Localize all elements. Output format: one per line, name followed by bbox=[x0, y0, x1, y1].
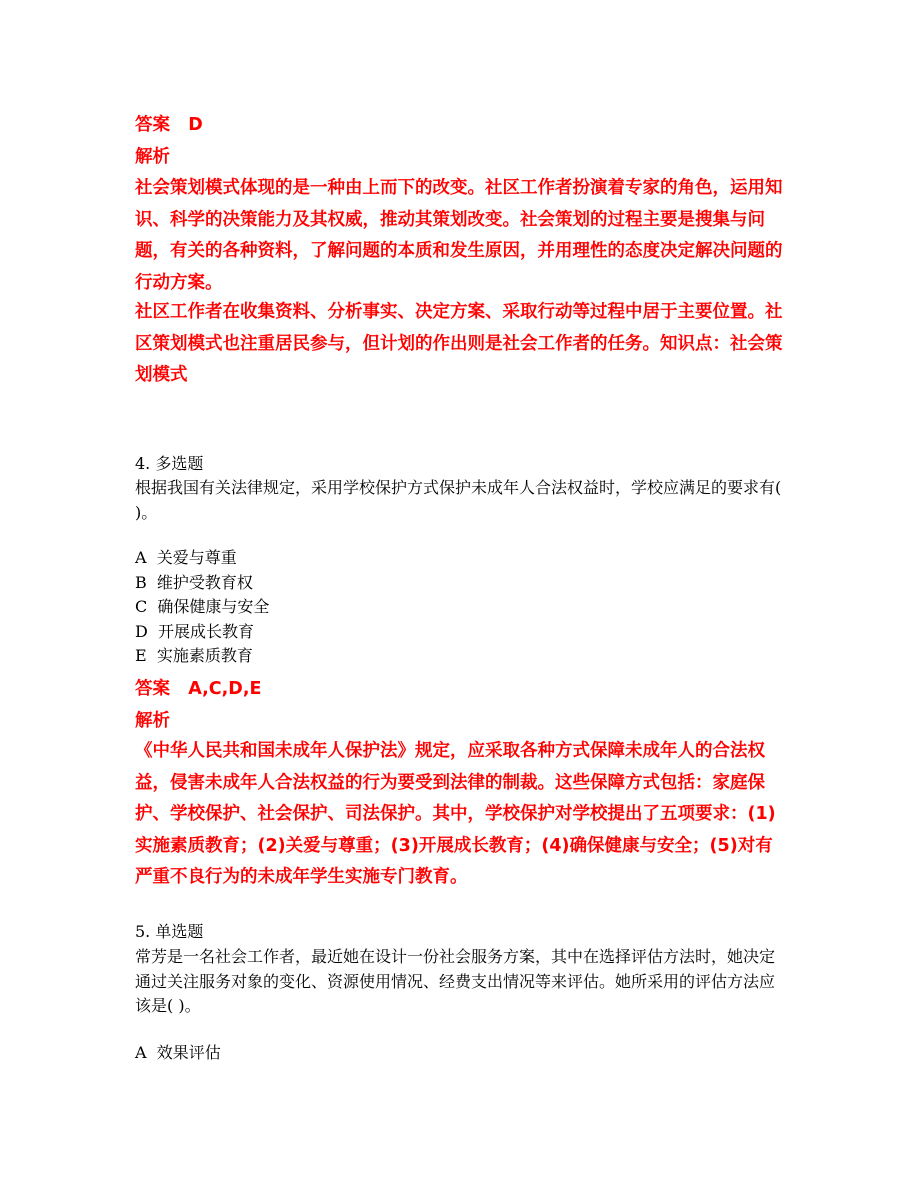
q4-option-e: E 实施素质教育 bbox=[135, 646, 253, 665]
q5-stem: 常芳是一名社会工作者，最近她在设计一份社会服务方案，其中在选择评估方法时，她决定通过关注服务对象的变化、资源使用情况、经费支出情况等来评估。她所采用的评估方法应该是( )。 bbox=[135, 947, 776, 1015]
q4-analysis-label: 解析 bbox=[135, 711, 170, 731]
q5-option-a: A 效果评估 bbox=[135, 1043, 221, 1062]
q4-stem: 根据我国有关法律规定，采用学校保护方式保护未成年人合法权益时，学校应满足的要求有( )。 bbox=[135, 478, 782, 522]
q4-analysis-text: 《中华人民共和国未成年人保护法》规定，应采取各种方式保障未成年人的合法权益，侵害未成年人合法权益的行为要受到法律的制裁。这些保障方式包括：家庭保护、学校保护、社会保护、司法保护。其中，学校保护对学校提出了五项要求：(1)实施素质教育；(2)关爱与尊重；(3)开展成长教育；(4)确保健康与安全；(5)对有严重不良行为的未成年学生实施专门教育。 bbox=[135, 741, 776, 887]
q3-analysis-paragraph-2: 社区工作者在收集资料、分析事实、决定方案、采取行动等过程中居于主要位置。社区策划模式也注重居民参与，但计划的作出则是社会工作者的任务。知识点：社会策划模式 bbox=[135, 302, 783, 385]
q4-option-d: D 开展成长教育 bbox=[135, 621, 255, 641]
q4-answer-label: 答案 bbox=[135, 679, 170, 699]
q4-options bbox=[135, 546, 785, 669]
q3-answer-value: D bbox=[188, 115, 203, 135]
q5-options bbox=[135, 1041, 785, 1066]
q3-analysis-label: 解析 bbox=[135, 147, 170, 167]
q3-answer-label: 答案 bbox=[135, 115, 170, 135]
q4-answer-line bbox=[135, 674, 785, 706]
q3-answer-line bbox=[135, 110, 785, 142]
q4-option-b: B 维护受教育权 bbox=[135, 572, 253, 592]
q4-option-c: C 确保健康与安全 bbox=[135, 597, 270, 616]
q4-option-a: A 关爱与尊重 bbox=[135, 548, 237, 567]
q5-heading: 5. 单选题 bbox=[135, 922, 204, 941]
q3-analysis-paragraph-1: 社会策划模式体现的是一种由上而下的改变。社区工作者扮演着专家的角色，运用知识、科学的决策能力及其权威，推动其策划改变。社会策划的过程主要是搜集与问题，有关的各种资料，了解问题的本质和发生原因，并用理性的态度决定解决问题的行动方案。 bbox=[135, 178, 783, 293]
q4-heading: 4. 多选题 bbox=[135, 454, 204, 473]
q4-answer-value: A,C,D,E bbox=[188, 679, 262, 699]
